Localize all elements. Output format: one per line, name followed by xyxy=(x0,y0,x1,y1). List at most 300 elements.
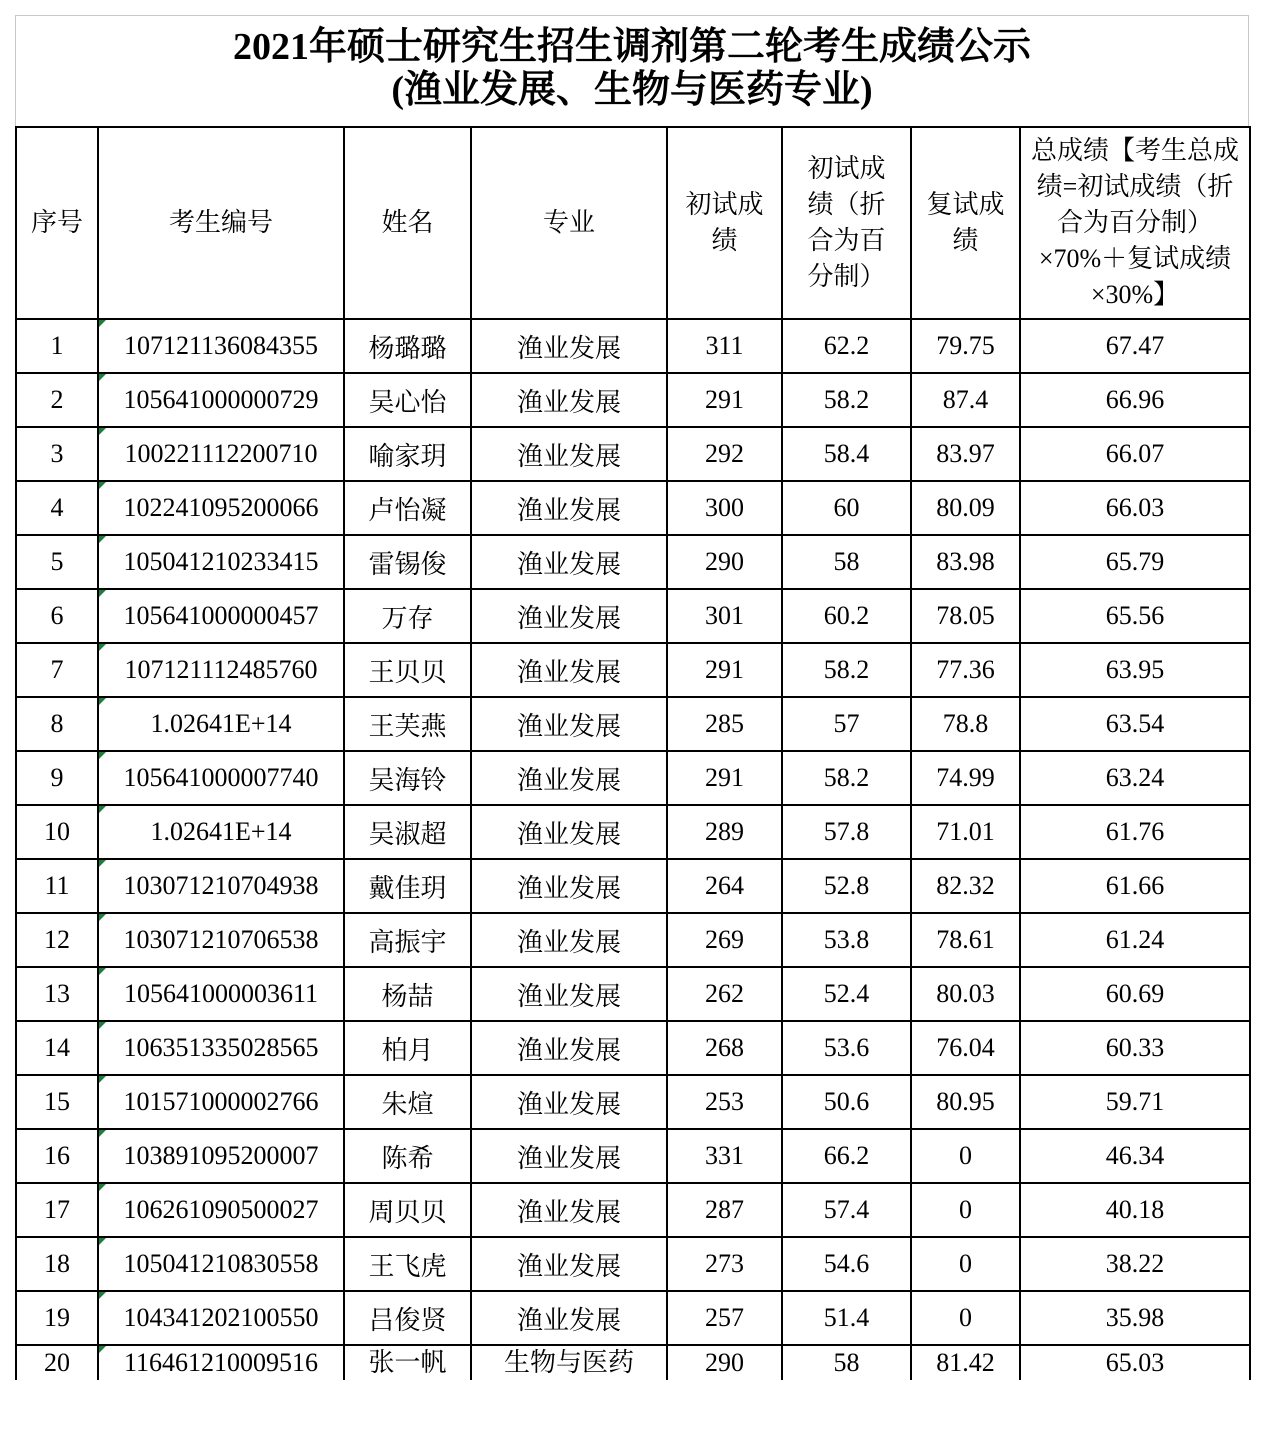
retest-cell[interactable] xyxy=(911,1345,1020,1380)
prelim-pct-cell[interactable] xyxy=(782,535,911,589)
name-cell[interactable] xyxy=(344,1183,471,1237)
prelim-pct-cell[interactable] xyxy=(782,1129,911,1183)
cell-text: 61.24 xyxy=(1105,925,1165,954)
cell-text: 58.2 xyxy=(823,385,870,414)
cell-text: 3 xyxy=(50,439,64,468)
cell-text: 18 xyxy=(44,1249,70,1278)
text-number-indicator-icon xyxy=(99,1130,106,1137)
cell-text: 78.05 xyxy=(936,601,995,630)
cell-text: 0 xyxy=(959,1303,972,1332)
cell-text: 5 xyxy=(50,547,64,576)
exam-id-cell[interactable] xyxy=(98,1345,344,1380)
major-cell[interactable] xyxy=(471,319,667,373)
cell-text: 11 xyxy=(44,871,70,900)
cell-text: 63.95 xyxy=(1105,655,1165,684)
cell-text: 2 xyxy=(50,385,64,414)
cell-text: 0 xyxy=(959,1249,972,1278)
prelim-pct-cell[interactable] xyxy=(782,1291,911,1345)
prelim-cell[interactable] xyxy=(667,319,782,373)
table-row[interactable] xyxy=(16,1183,1250,1237)
major-cell[interactable] xyxy=(471,1237,667,1291)
table-row[interactable] xyxy=(16,1237,1250,1291)
name-cell[interactable] xyxy=(344,1129,471,1183)
exam-id-cell[interactable] xyxy=(98,589,344,643)
major-cell[interactable] xyxy=(471,481,667,535)
prelim-cell[interactable] xyxy=(667,751,782,805)
prelim-cell[interactable] xyxy=(667,1021,782,1075)
cell-text: 103891095200007 xyxy=(123,1141,319,1170)
text-number-indicator-icon xyxy=(99,1076,106,1083)
major-cell[interactable] xyxy=(471,805,667,859)
text-number-indicator-icon xyxy=(99,698,106,705)
name-cell[interactable] xyxy=(344,427,471,481)
prelim-pct-cell[interactable] xyxy=(782,751,911,805)
exam-id-cell[interactable] xyxy=(98,535,344,589)
name-cell[interactable] xyxy=(344,1291,471,1345)
score-sheet xyxy=(15,15,1249,1380)
table-row[interactable] xyxy=(16,481,1250,535)
table-row[interactable] xyxy=(16,373,1250,427)
header-total: 总成绩【考生总成绩=初试成绩（折合为百分制）×70%＋复试成绩×30%】 xyxy=(1020,127,1250,319)
total-cell[interactable] xyxy=(1020,1183,1250,1237)
cell-text: 13 xyxy=(44,979,70,1008)
cell-text: 1.02641E+14 xyxy=(150,817,292,846)
prelim-pct-cell[interactable] xyxy=(782,373,911,427)
cell-text: 105041210830558 xyxy=(123,1249,319,1278)
cell-text: 1 xyxy=(50,331,64,360)
total-cell[interactable] xyxy=(1020,535,1250,589)
seq-cell[interactable] xyxy=(16,859,98,913)
seq-cell[interactable] xyxy=(16,1237,98,1291)
total-cell[interactable] xyxy=(1020,1291,1250,1345)
cell-text: 渔业发展 xyxy=(516,549,621,579)
total-cell[interactable] xyxy=(1020,751,1250,805)
cell-text: 53.6 xyxy=(823,1033,870,1062)
text-number-indicator-icon xyxy=(99,1022,106,1029)
major-cell[interactable] xyxy=(471,697,667,751)
cell-text: 59.71 xyxy=(1105,1087,1165,1116)
prelim-pct-cell[interactable] xyxy=(782,643,911,697)
retest-cell[interactable] xyxy=(911,535,1020,589)
cell-text: 66.07 xyxy=(1105,439,1165,468)
text-number-indicator-icon xyxy=(99,968,106,975)
cell-text: 285 xyxy=(705,709,744,738)
cell-text: 渔业发展 xyxy=(516,1089,621,1119)
retest-cell[interactable] xyxy=(911,805,1020,859)
cell-text: 83.97 xyxy=(936,439,995,468)
name-cell[interactable] xyxy=(344,913,471,967)
retest-cell[interactable] xyxy=(911,1075,1020,1129)
total-cell[interactable] xyxy=(1020,319,1250,373)
exam-id-cell[interactable] xyxy=(98,427,344,481)
cell-text: 渔业发展 xyxy=(516,711,621,741)
cell-text: 116461210009516 xyxy=(123,1348,319,1377)
cell-text: 54.6 xyxy=(823,1249,870,1278)
header-prelim-pct: 初试成绩（折合为百分制） xyxy=(782,127,911,319)
major-cell[interactable] xyxy=(471,1129,667,1183)
cell-text: 渔业发展 xyxy=(516,981,621,1011)
major-cell[interactable] xyxy=(471,589,667,643)
cell-text: 雷锡俊 xyxy=(368,549,447,579)
retest-cell[interactable] xyxy=(911,1291,1020,1345)
exam-id-cell[interactable] xyxy=(98,913,344,967)
prelim-cell[interactable] xyxy=(667,535,782,589)
cell-text: 吴海铃 xyxy=(368,765,447,795)
prelim-cell[interactable] xyxy=(667,1075,782,1129)
cell-text: 52.8 xyxy=(823,871,870,900)
prelim-pct-cell[interactable] xyxy=(782,913,911,967)
exam-id-cell[interactable] xyxy=(98,805,344,859)
cell-text: 38.22 xyxy=(1105,1249,1165,1278)
prelim-pct-cell[interactable] xyxy=(782,1237,911,1291)
major-cell[interactable] xyxy=(471,373,667,427)
cell-text: 105641000007740 xyxy=(123,763,319,792)
cell-text: 82.32 xyxy=(936,871,995,900)
exam-id-cell[interactable] xyxy=(98,1237,344,1291)
seq-cell[interactable] xyxy=(16,427,98,481)
cell-text: 264 xyxy=(705,871,744,900)
seq-cell[interactable] xyxy=(16,1129,98,1183)
prelim-cell[interactable] xyxy=(667,1183,782,1237)
cell-text: 柏月 xyxy=(381,1035,434,1065)
cell-text: 万存 xyxy=(381,603,434,633)
cell-text: 66.96 xyxy=(1105,385,1165,414)
exam-id-cell[interactable] xyxy=(98,373,344,427)
cell-text: 57.4 xyxy=(823,1195,870,1224)
cell-text: 291 xyxy=(705,385,744,414)
cell-text: 40.18 xyxy=(1105,1195,1165,1224)
seq-cell[interactable] xyxy=(16,643,98,697)
exam-id-cell[interactable] xyxy=(98,751,344,805)
retest-cell[interactable] xyxy=(911,1183,1020,1237)
total-cell[interactable] xyxy=(1020,1075,1250,1129)
seq-cell[interactable] xyxy=(16,373,98,427)
retest-cell[interactable] xyxy=(911,643,1020,697)
title-line-2: (渔业发展、生物与医药专业) xyxy=(391,69,873,111)
text-number-indicator-icon xyxy=(99,914,106,921)
cell-text: 吴淑超 xyxy=(368,819,447,849)
exam-id-cell[interactable] xyxy=(98,1075,344,1129)
cell-text: 52.4 xyxy=(823,979,870,1008)
cell-text: 渔业发展 xyxy=(516,603,621,633)
name-cell[interactable] xyxy=(344,535,471,589)
prelim-cell[interactable] xyxy=(667,697,782,751)
cell-text: 卢怡凝 xyxy=(368,495,447,525)
prelim-cell[interactable] xyxy=(667,643,782,697)
prelim-cell[interactable] xyxy=(667,913,782,967)
table-row[interactable] xyxy=(16,643,1250,697)
text-number-indicator-icon xyxy=(99,482,106,489)
seq-cell[interactable] xyxy=(16,805,98,859)
major-cell[interactable] xyxy=(471,1183,667,1237)
table-row[interactable] xyxy=(16,967,1250,1021)
retest-cell[interactable] xyxy=(911,967,1020,1021)
total-cell[interactable] xyxy=(1020,805,1250,859)
total-cell[interactable] xyxy=(1020,643,1250,697)
prelim-pct-cell[interactable] xyxy=(782,1183,911,1237)
name-cell[interactable] xyxy=(344,1237,471,1291)
name-cell[interactable] xyxy=(344,589,471,643)
cell-text: 66.03 xyxy=(1105,493,1165,522)
prelim-pct-cell[interactable] xyxy=(782,319,911,373)
cell-text: 58.2 xyxy=(823,655,870,684)
cell-text: 王飞虎 xyxy=(368,1251,447,1281)
total-cell[interactable] xyxy=(1020,373,1250,427)
table-row[interactable] xyxy=(16,427,1250,481)
retest-cell[interactable] xyxy=(911,1021,1020,1075)
retest-cell[interactable] xyxy=(911,481,1020,535)
seq-cell[interactable] xyxy=(16,751,98,805)
name-cell[interactable] xyxy=(344,1021,471,1075)
score-table xyxy=(15,126,1251,1380)
cell-text: 268 xyxy=(705,1033,744,1062)
prelim-pct-cell[interactable] xyxy=(782,589,911,643)
seq-cell[interactable] xyxy=(16,1345,98,1380)
retest-cell[interactable] xyxy=(911,859,1020,913)
cell-text: 262 xyxy=(705,979,744,1008)
cell-text: 290 xyxy=(705,547,744,576)
prelim-cell[interactable] xyxy=(667,805,782,859)
cell-text: 渔业发展 xyxy=(516,333,621,363)
cell-text: 渔业发展 xyxy=(516,765,621,795)
retest-cell[interactable] xyxy=(911,1129,1020,1183)
cell-text: 12 xyxy=(44,925,70,954)
total-cell[interactable] xyxy=(1020,481,1250,535)
prelim-cell[interactable] xyxy=(667,373,782,427)
prelim-cell[interactable] xyxy=(667,1291,782,1345)
header-name: 姓名 xyxy=(344,127,471,319)
cell-text: 渔业发展 xyxy=(516,441,621,471)
cell-text: 王芙燕 xyxy=(368,711,447,741)
cell-text: 74.99 xyxy=(936,763,995,792)
retest-cell[interactable] xyxy=(911,589,1020,643)
table-row[interactable] xyxy=(16,319,1250,373)
retest-cell[interactable] xyxy=(911,319,1020,373)
cell-text: 7 xyxy=(50,655,64,684)
name-cell[interactable] xyxy=(344,967,471,1021)
cell-text: 4 xyxy=(50,493,64,522)
text-number-indicator-icon xyxy=(99,1346,106,1353)
major-cell[interactable] xyxy=(471,1345,667,1380)
exam-id-cell[interactable] xyxy=(98,319,344,373)
table-row[interactable] xyxy=(16,535,1250,589)
table-row[interactable] xyxy=(16,859,1250,913)
cell-text: 高振宇 xyxy=(368,927,447,957)
cell-text: 76.04 xyxy=(936,1033,995,1062)
cell-text: 291 xyxy=(705,655,744,684)
table-row[interactable] xyxy=(16,1291,1250,1345)
cell-text: 105641000003611 xyxy=(123,979,319,1008)
name-cell[interactable] xyxy=(344,751,471,805)
cell-text: 58 xyxy=(833,547,860,576)
name-cell[interactable] xyxy=(344,481,471,535)
retest-cell[interactable] xyxy=(911,913,1020,967)
header-row xyxy=(16,127,1250,319)
cell-text: 生物与医药 xyxy=(503,1348,634,1377)
table-row[interactable] xyxy=(16,697,1250,751)
text-number-indicator-icon xyxy=(99,590,106,597)
prelim-pct-cell[interactable] xyxy=(782,859,911,913)
exam-id-cell[interactable] xyxy=(98,481,344,535)
table-row[interactable] xyxy=(16,1129,1250,1183)
cell-text: 6 xyxy=(50,601,64,630)
text-number-indicator-icon xyxy=(99,1184,106,1191)
name-cell[interactable] xyxy=(344,1345,471,1380)
cell-text: 300 xyxy=(705,493,744,522)
prelim-cell[interactable] xyxy=(667,1129,782,1183)
total-cell[interactable] xyxy=(1020,427,1250,481)
exam-id-cell[interactable] xyxy=(98,859,344,913)
cell-text: 102241095200066 xyxy=(123,493,319,522)
prelim-cell[interactable] xyxy=(667,859,782,913)
seq-cell[interactable] xyxy=(16,1291,98,1345)
cell-text: 渔业发展 xyxy=(516,927,621,957)
exam-id-cell[interactable] xyxy=(98,1183,344,1237)
prelim-pct-cell[interactable] xyxy=(782,481,911,535)
cell-text: 71.01 xyxy=(936,817,995,846)
cell-text: 103071210704938 xyxy=(123,871,319,900)
exam-id-cell[interactable] xyxy=(98,643,344,697)
cell-text: 58.2 xyxy=(823,763,870,792)
cell-text: 60 xyxy=(833,493,860,522)
total-cell[interactable] xyxy=(1020,859,1250,913)
name-cell[interactable] xyxy=(344,319,471,373)
total-cell[interactable] xyxy=(1020,967,1250,1021)
seq-cell[interactable] xyxy=(16,697,98,751)
text-number-indicator-icon xyxy=(99,320,106,327)
exam-id-cell[interactable] xyxy=(98,697,344,751)
text-number-indicator-icon xyxy=(99,1238,106,1245)
prelim-cell[interactable] xyxy=(667,1237,782,1291)
table-row[interactable] xyxy=(16,751,1250,805)
cell-text: 57 xyxy=(833,709,860,738)
major-cell[interactable] xyxy=(471,643,667,697)
major-cell[interactable] xyxy=(471,751,667,805)
cell-text: 105641000000457 xyxy=(123,601,319,630)
retest-cell[interactable] xyxy=(911,697,1020,751)
seq-cell[interactable] xyxy=(16,481,98,535)
cell-text: 301 xyxy=(705,601,744,630)
major-cell[interactable] xyxy=(471,859,667,913)
cell-text: 渔业发展 xyxy=(516,819,621,849)
prelim-pct-cell[interactable] xyxy=(782,1075,911,1129)
cell-text: 331 xyxy=(705,1141,744,1170)
cell-text: 渔业发展 xyxy=(516,1197,621,1227)
text-number-indicator-icon xyxy=(99,536,106,543)
name-cell[interactable] xyxy=(344,1075,471,1129)
major-cell[interactable] xyxy=(471,967,667,1021)
cell-text: 87.4 xyxy=(942,385,989,414)
total-cell[interactable] xyxy=(1020,697,1250,751)
exam-id-cell[interactable] xyxy=(98,1129,344,1183)
total-cell[interactable] xyxy=(1020,1237,1250,1291)
retest-cell[interactable] xyxy=(911,751,1020,805)
cell-text: 257 xyxy=(705,1303,744,1332)
header-seq: 序号 xyxy=(16,127,98,319)
cell-text: 60.33 xyxy=(1105,1033,1165,1062)
total-cell[interactable] xyxy=(1020,913,1250,967)
seq-cell[interactable] xyxy=(16,589,98,643)
total-cell[interactable] xyxy=(1020,1345,1250,1380)
cell-text: 周贝贝 xyxy=(368,1197,447,1227)
cell-text: 311 xyxy=(705,331,744,360)
seq-cell[interactable] xyxy=(16,967,98,1021)
cell-text: 58 xyxy=(833,1348,860,1377)
seq-cell[interactable] xyxy=(16,1021,98,1075)
prelim-pct-cell[interactable] xyxy=(782,805,911,859)
name-cell[interactable] xyxy=(344,805,471,859)
table-row[interactable] xyxy=(16,1021,1250,1075)
cell-text: 105641000000729 xyxy=(123,385,319,414)
total-cell[interactable] xyxy=(1020,1129,1250,1183)
cell-text: 106351335028565 xyxy=(123,1033,319,1062)
table-row[interactable] xyxy=(16,1075,1250,1129)
retest-cell[interactable] xyxy=(911,373,1020,427)
total-cell[interactable] xyxy=(1020,1021,1250,1075)
prelim-cell[interactable] xyxy=(667,1345,782,1380)
cell-text: 107121136084355 xyxy=(123,331,319,360)
major-cell[interactable] xyxy=(471,535,667,589)
cell-text: 65.79 xyxy=(1105,547,1165,576)
retest-cell[interactable] xyxy=(911,1237,1020,1291)
prelim-pct-cell[interactable] xyxy=(782,967,911,1021)
cell-text: 269 xyxy=(705,925,744,954)
total-cell[interactable] xyxy=(1020,589,1250,643)
cell-text: 65.56 xyxy=(1105,601,1165,630)
prelim-cell[interactable] xyxy=(667,589,782,643)
seq-cell[interactable] xyxy=(16,1183,98,1237)
major-cell[interactable] xyxy=(471,1291,667,1345)
table-row[interactable] xyxy=(16,805,1250,859)
cell-text: 78.61 xyxy=(936,925,995,954)
cell-text: 14 xyxy=(44,1033,70,1062)
major-cell[interactable] xyxy=(471,913,667,967)
table-row[interactable] xyxy=(16,589,1250,643)
header-exam-id: 考生编号 xyxy=(98,127,344,319)
name-cell[interactable] xyxy=(344,643,471,697)
seq-cell[interactable] xyxy=(16,1075,98,1129)
prelim-pct-cell[interactable] xyxy=(782,1021,911,1075)
exam-id-cell[interactable] xyxy=(98,1021,344,1075)
name-cell[interactable] xyxy=(344,859,471,913)
name-cell[interactable] xyxy=(344,697,471,751)
prelim-pct-cell[interactable] xyxy=(782,1345,911,1380)
name-cell[interactable] xyxy=(344,373,471,427)
major-cell[interactable] xyxy=(471,1021,667,1075)
prelim-pct-cell[interactable] xyxy=(782,427,911,481)
page-title xyxy=(15,15,1249,126)
exam-id-cell[interactable] xyxy=(98,967,344,1021)
seq-cell[interactable] xyxy=(16,535,98,589)
seq-cell[interactable] xyxy=(16,913,98,967)
seq-cell[interactable] xyxy=(16,319,98,373)
prelim-pct-cell[interactable] xyxy=(782,697,911,751)
cell-text: 8 xyxy=(50,709,64,738)
major-cell[interactable] xyxy=(471,427,667,481)
table-row[interactable] xyxy=(16,913,1250,967)
cell-text: 60.69 xyxy=(1105,979,1165,1008)
major-cell[interactable] xyxy=(471,1075,667,1129)
prelim-cell[interactable] xyxy=(667,967,782,1021)
cell-text: 0 xyxy=(959,1195,972,1224)
cell-text: 62.2 xyxy=(823,331,870,360)
table-row[interactable] xyxy=(16,1345,1250,1380)
prelim-cell[interactable] xyxy=(667,427,782,481)
prelim-cell[interactable] xyxy=(667,481,782,535)
exam-id-cell[interactable] xyxy=(98,1291,344,1345)
retest-cell[interactable] xyxy=(911,427,1020,481)
cell-text: 渔业发展 xyxy=(516,495,621,525)
